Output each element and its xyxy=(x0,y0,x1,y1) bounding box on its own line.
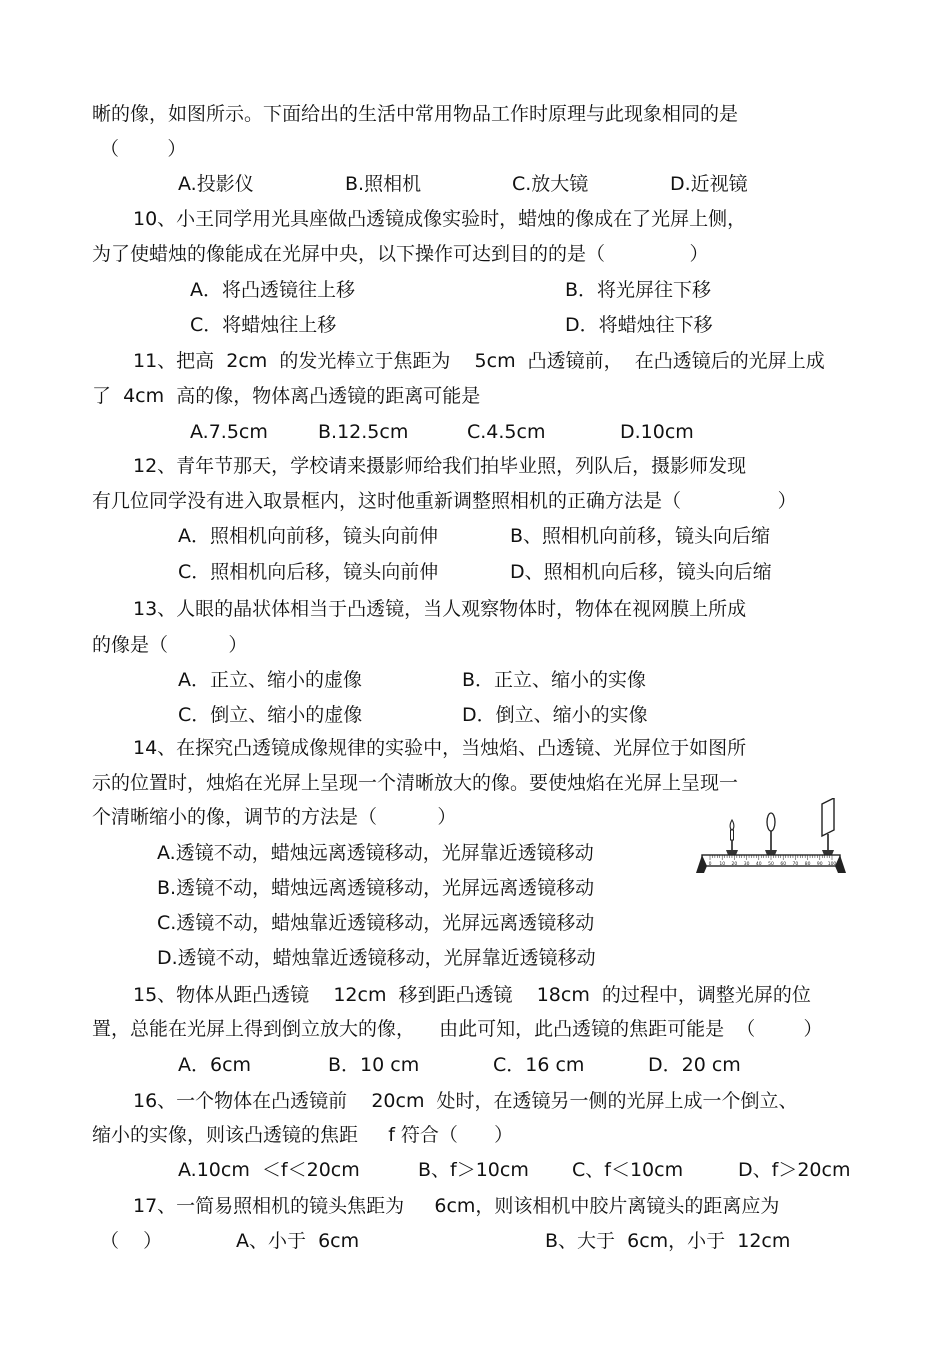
candle-flame-icon xyxy=(730,820,734,830)
q14-stem-line1: 14、在探究凸透镜成像规律的实验中，当烛焰、凸透镜、光屏位于如图所 xyxy=(133,737,747,759)
q15-option-c: C．16 cm xyxy=(493,1054,585,1076)
q16-stem-line1: 16、一个物体在凸透镜前 20cm 处时，在透镜另一侧的光屏上成一个倒立、 xyxy=(133,1090,798,1112)
ruler-tick-label: 10 xyxy=(719,862,726,867)
q17-answer-paren: （ ） xyxy=(100,1230,163,1252)
q15-stem-line2: 置，总能在光屏上得到倒立放大的像， 由此可知，此凸透镜的焦距可能是 （ ） xyxy=(92,1018,823,1040)
ruler-tick-label: 60 xyxy=(780,862,787,867)
q10-option-d: D．将蜡烛往下移 xyxy=(565,314,713,336)
q9-option-b: B.照相机 xyxy=(345,173,422,195)
q9-option-d: D.近视镜 xyxy=(670,173,748,195)
candle-base xyxy=(726,850,738,855)
q17-stem-line1: 17、一简易照相机的镜头焦距为 6cm，则该相机中胶片离镜头的距离应为 xyxy=(133,1195,780,1217)
q13-stem-line1: 13、人眼的晶状体相当于凸透镜，当人观察物体时，物体在视网膜上所成 xyxy=(133,598,747,620)
q14-option-d: D.透镜不动，蜡烛靠近透镜移动，光屏靠近透镜移动 xyxy=(157,947,596,969)
q12-option-a: A．照相机向前移，镜头向前伸 xyxy=(178,525,438,547)
optical-bench-figure xyxy=(694,798,848,876)
candle-icon xyxy=(731,830,734,840)
q17-option-a: A、小于 6cm xyxy=(236,1230,360,1252)
q12-option-b: B、照相机向前移，镜头向后缩 xyxy=(510,525,771,547)
q15-stem-line1: 15、物体从距凸透镜 12cm 移到距凸透镜 18cm 的过程中，调整光屏的位 xyxy=(133,984,811,1006)
q9-option-c: C.放大镜 xyxy=(512,173,589,195)
q15-option-b: B．10 cm xyxy=(328,1054,420,1076)
q11-stem-line2: 了 4cm 高的像，物体离凸透镜的距离可能是 xyxy=(92,385,481,407)
q10-option-c: C．将蜡烛往上移 xyxy=(190,314,337,336)
screen-base xyxy=(822,850,834,855)
q11-stem-line1: 11、把高 2cm 的发光棒立于焦距为 5cm 凸透镜前， 在凸透镜后的光屏上成 xyxy=(133,350,825,372)
q11-option-c: C.4.5cm xyxy=(467,421,546,443)
ruler-tick-label: 40 xyxy=(755,862,762,867)
q16-option-b: B、f＞10cm xyxy=(418,1159,529,1181)
q12-option-c: C．照相机向后移，镜头向前伸 xyxy=(178,561,439,583)
q16-stem-line2: 缩小的实像，则该凸透镜的焦距 f 符合（ ） xyxy=(92,1124,514,1146)
q11-option-a: A.7.5cm xyxy=(190,421,268,443)
convex-lens-icon xyxy=(767,813,775,831)
q14-option-c: C.透镜不动，蜡烛靠近透镜移动，光屏远离透镜移动 xyxy=(157,912,595,934)
q9-option-a: A.投影仪 xyxy=(178,173,254,195)
q16-option-d: D、f＞20cm xyxy=(738,1159,851,1181)
ruler-tick-label: 100 xyxy=(827,862,837,867)
q12-stem-line2: 有几位同学没有进入取景框内，这时他重新调整照相机的正确方法是（ ） xyxy=(92,490,797,512)
ruler-tick-label: 20 xyxy=(731,862,738,867)
q14-option-b: B.透镜不动，蜡烛远离透镜移动，光屏远离透镜移动 xyxy=(157,877,595,899)
q15-option-d: D．20 cm xyxy=(648,1054,741,1076)
q16-option-c: C、f＜10cm xyxy=(572,1159,684,1181)
q10-option-a: A．将凸透镜往上移 xyxy=(190,279,355,301)
q14-option-a: A.透镜不动，蜡烛远离透镜移动，光屏靠近透镜移动 xyxy=(157,842,594,864)
q10-stem-line1: 10、小王同学用光具座做凸透镜成像实验时，蜡烛的像成在了光屏上侧， xyxy=(133,208,747,230)
q10-stem-line2: 为了使蜡烛的像能成在光屏中央，以下操作可达到目的的是（ ） xyxy=(92,243,709,265)
q13-option-a: A．正立、缩小的虚像 xyxy=(178,669,362,691)
q13-option-b: B．正立、缩小的实像 xyxy=(462,669,647,691)
q9-stem-line1: 晰的像，如图所示。下面给出的生活中常用物品工作时原理与此现象相同的是 xyxy=(92,103,739,125)
q12-option-d: D、照相机向后移，镜头向后缩 xyxy=(510,561,772,583)
ruler-tick-label: 90 xyxy=(816,862,823,867)
light-screen-icon xyxy=(822,798,834,836)
q9-answer-paren: （ ） xyxy=(100,138,187,160)
q12-stem-line1: 12、青年节那天，学校请来摄影师给我们拍毕业照，列队后，摄影师发现 xyxy=(133,455,747,477)
q16-option-a: A.10cm ＜f＜20cm xyxy=(178,1159,360,1181)
q17-option-b: B、大于 6cm，小于 12cm xyxy=(545,1230,791,1252)
q14-stem-line2: 示的位置时，烛焰在光屏上呈现一个清晰放大的像。要使烛焰在光屏上呈现一 xyxy=(92,772,739,794)
lens-base xyxy=(765,850,777,855)
q13-stem-line2: 的像是（ ） xyxy=(92,634,248,656)
ruler-tick-label: 0 xyxy=(708,862,712,867)
q14-stem-line3: 个清晰缩小的像，调节的方法是（ ） xyxy=(92,806,457,828)
q15-option-a: A．6cm xyxy=(178,1054,252,1076)
q11-option-b: B.12.5cm xyxy=(318,421,409,443)
q13-option-d: D．倒立、缩小的实像 xyxy=(462,704,648,726)
q13-option-c: C．倒立、缩小的虚像 xyxy=(178,704,363,726)
q10-option-b: B．将光屏往下移 xyxy=(565,279,712,301)
ruler-tick-label: 50 xyxy=(768,862,774,867)
ruler-tick-label: 80 xyxy=(804,862,811,867)
q11-option-d: D.10cm xyxy=(620,421,694,443)
ruler-tick-label: 70 xyxy=(792,862,799,867)
ruler-tick-label: 30 xyxy=(743,862,750,867)
